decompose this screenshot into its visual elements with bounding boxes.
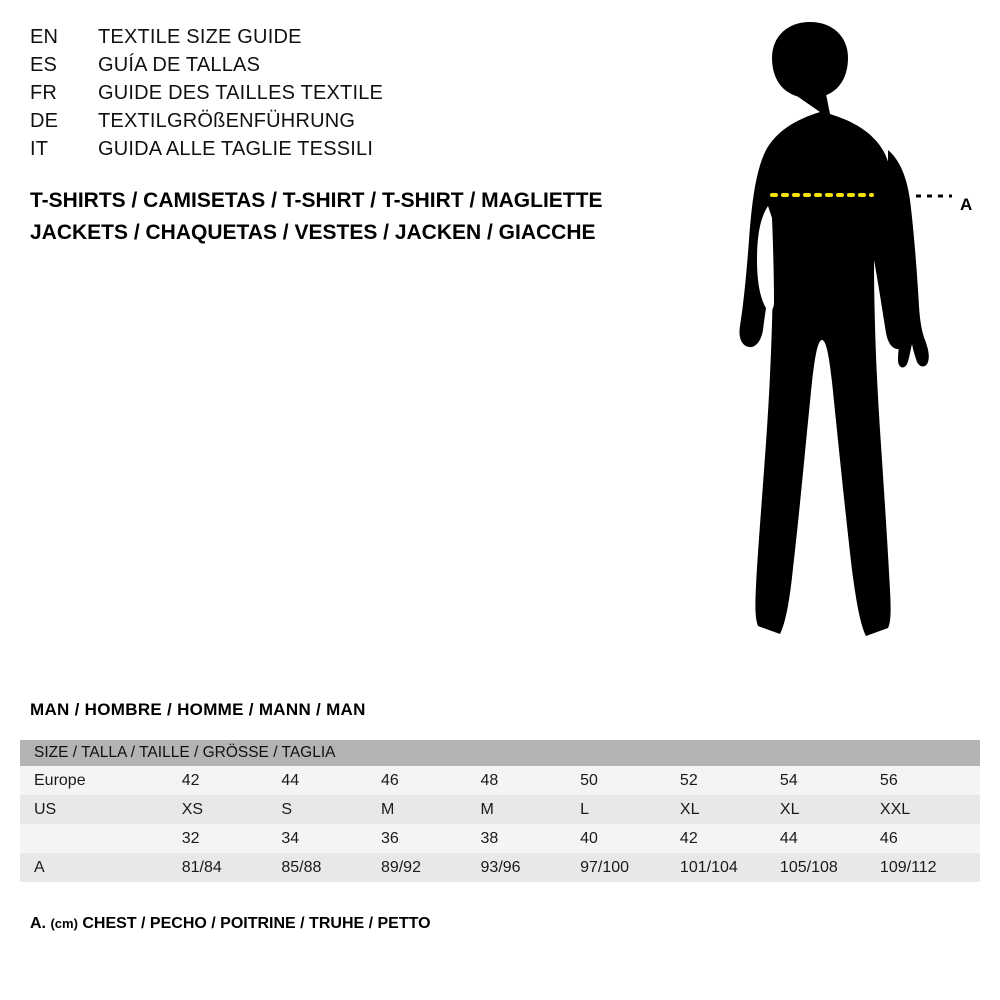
language-row <box>30 138 650 166</box>
cell: 89/92 <box>381 853 481 882</box>
garment-category-jackets: JACKETS / CHAQUETAS / VESTES / JACKEN / GIACCHE <box>30 221 596 244</box>
language-code: FR <box>30 82 58 104</box>
garment-category-list <box>30 185 730 249</box>
section-title-man: MAN / HOMBRE / HOMME / MANN / MAN <box>30 700 366 719</box>
language-code: DE <box>30 110 59 132</box>
cell: 56 <box>880 766 980 795</box>
cell: 93/96 <box>481 853 581 882</box>
cell: 32 <box>182 824 282 853</box>
cell: XL <box>780 795 880 824</box>
cell: 46 <box>880 824 980 853</box>
cell: 109/112 <box>880 853 980 882</box>
cell: 48 <box>481 766 581 795</box>
cell: M <box>481 795 581 824</box>
cell: XXL <box>880 795 980 824</box>
table-row <box>20 766 980 795</box>
measure-label-a: A <box>960 195 973 214</box>
language-row <box>30 54 650 82</box>
cell: 38 <box>481 824 581 853</box>
cell: 34 <box>281 824 381 853</box>
cell: 44 <box>281 766 381 795</box>
table-row <box>20 824 980 853</box>
cell: XS <box>182 795 282 824</box>
cell: 40 <box>580 824 680 853</box>
cell: 44 <box>780 824 880 853</box>
cell: 105/108 <box>780 853 880 882</box>
language-text: GUÍA DE TALLAS <box>98 54 261 76</box>
cell: 36 <box>381 824 481 853</box>
table-header-label: SIZE / TALLA / TAILLE / GRÖSSE / TAGLIA <box>20 740 980 766</box>
footnote-chest <box>30 915 431 933</box>
language-code: ES <box>30 54 58 76</box>
garment-category-tshirts: T-SHIRTS / CAMISETAS / T-SHIRT / T-SHIRT / MAGLIETTE <box>30 189 603 212</box>
male-silhouette-figure <box>660 10 990 670</box>
language-text: TEXTILGRÖßENFÜHRUNG <box>98 110 356 132</box>
cell: 42 <box>182 766 282 795</box>
cell: 50 <box>580 766 680 795</box>
cell: 101/104 <box>680 853 780 882</box>
language-code: EN <box>30 26 59 48</box>
cell: 46 <box>381 766 481 795</box>
cell: 42 <box>680 824 780 853</box>
cell: S <box>281 795 381 824</box>
size-table <box>20 740 980 882</box>
cell: 97/100 <box>580 853 680 882</box>
language-text: GUIDA ALLE TAGLIE TESSILI <box>98 138 374 160</box>
language-row <box>30 26 650 54</box>
row-label: US <box>20 795 182 824</box>
table-row <box>20 795 980 824</box>
footnote-unit: (cm) <box>50 916 78 931</box>
language-row <box>30 82 650 110</box>
language-text: GUIDE DES TAILLES TEXTILE <box>98 82 384 104</box>
footnote-prefix: A. <box>30 915 46 932</box>
row-label: Europe <box>20 766 182 795</box>
row-label: A <box>20 853 182 882</box>
cell: 85/88 <box>281 853 381 882</box>
footnote-text: CHEST / PECHO / POITRINE / TRUHE / PETTO <box>82 915 431 932</box>
cell: M <box>381 795 481 824</box>
cell: L <box>580 795 680 824</box>
table-header-row <box>20 740 980 766</box>
cell: XL <box>680 795 780 824</box>
table-row <box>20 853 980 882</box>
language-code: IT <box>30 138 49 160</box>
row-label <box>20 824 182 853</box>
silhouette-icon <box>660 10 990 670</box>
language-list <box>30 26 650 166</box>
language-row <box>30 110 650 138</box>
cell: 52 <box>680 766 780 795</box>
cell: 81/84 <box>182 853 282 882</box>
language-text: TEXTILE SIZE GUIDE <box>98 26 302 48</box>
cell: 54 <box>780 766 880 795</box>
